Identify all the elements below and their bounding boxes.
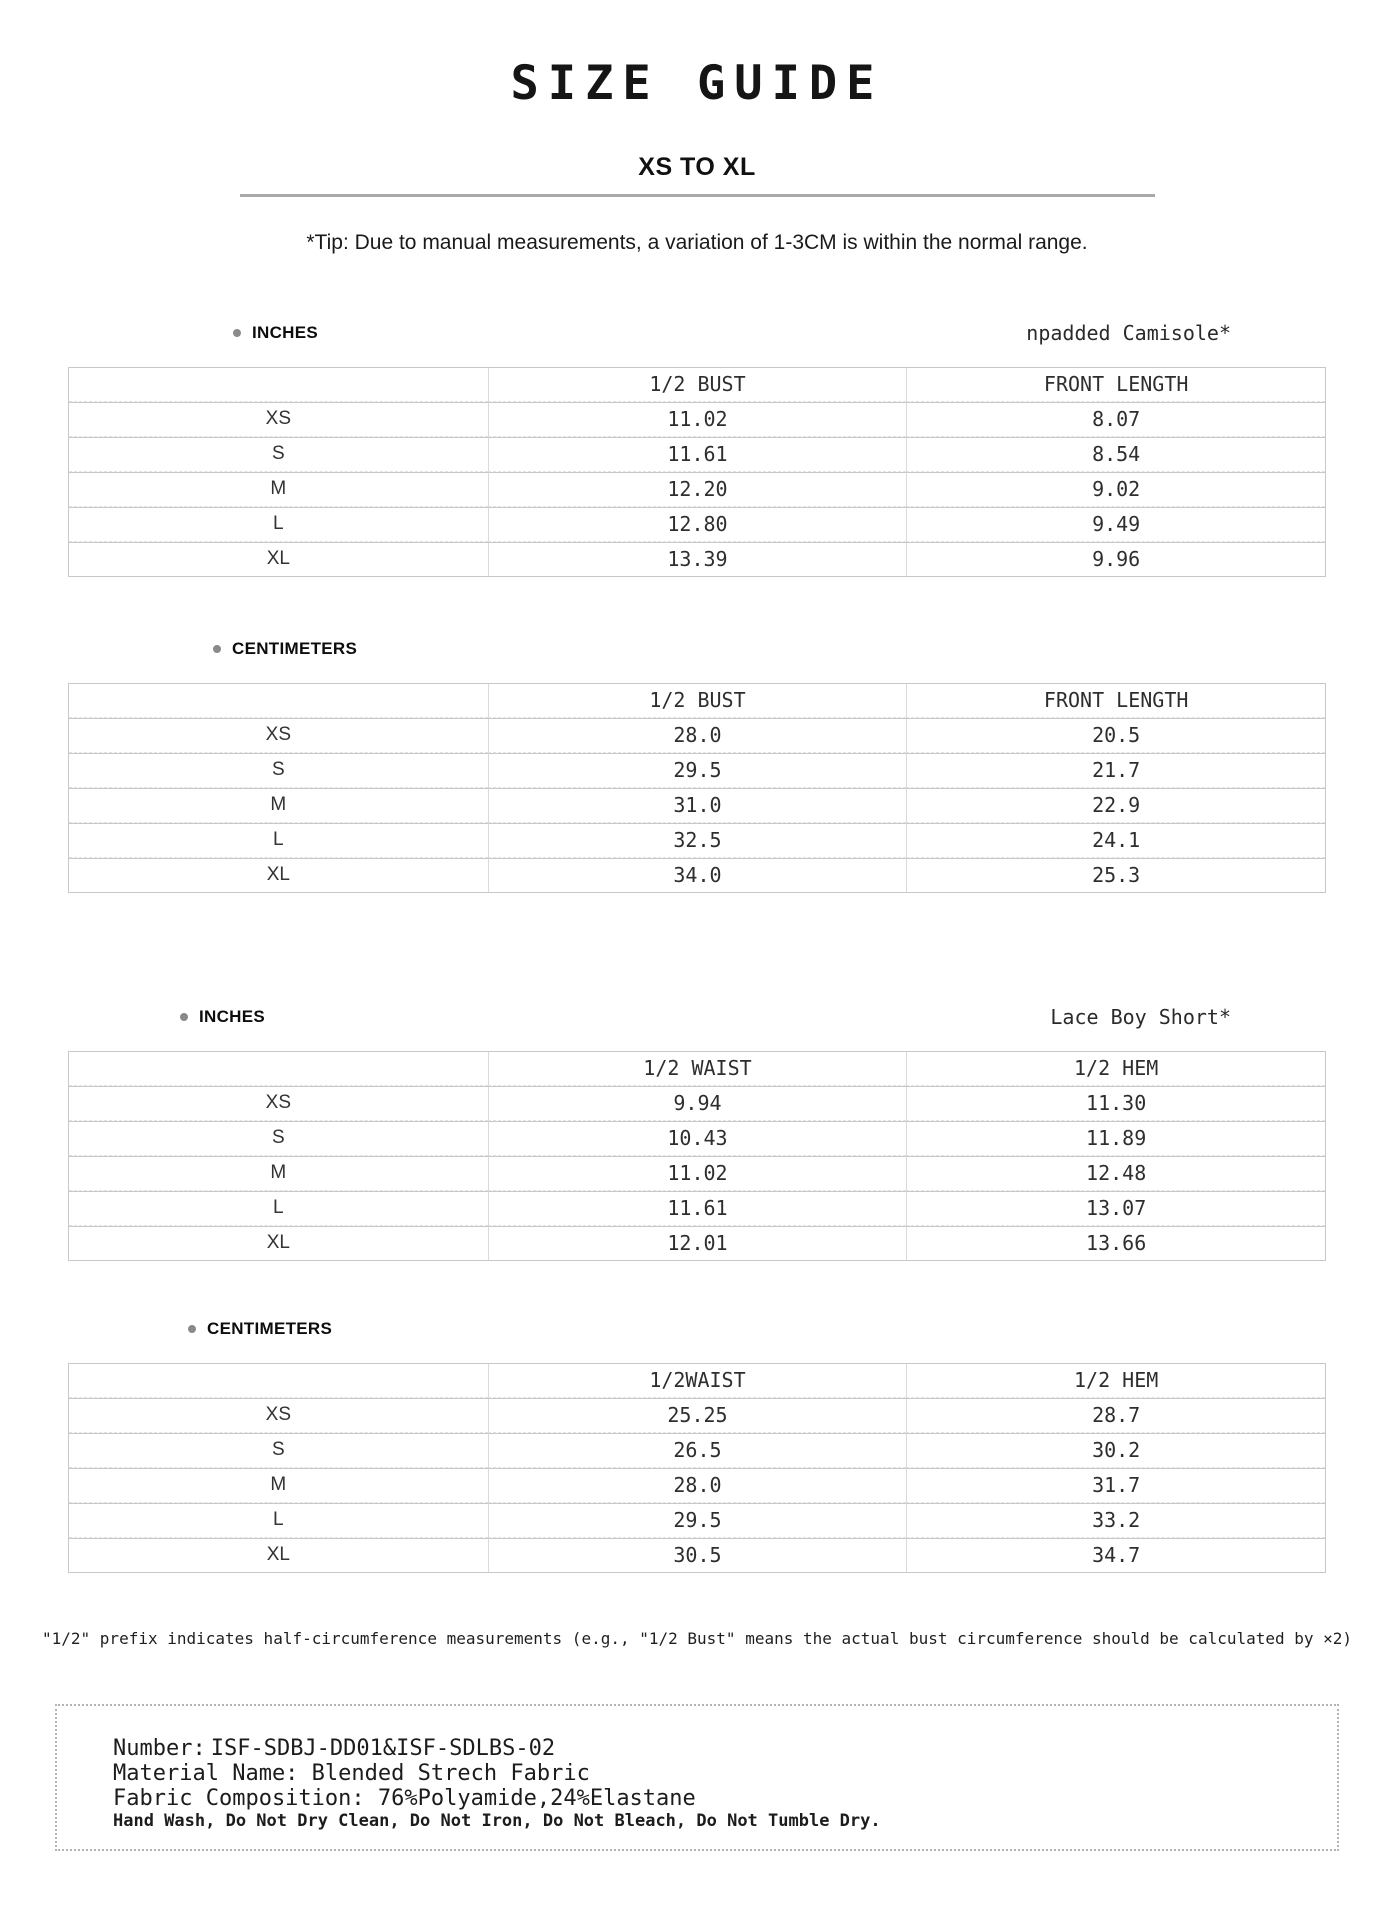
table-row	[69, 858, 1325, 892]
measurement-cell: 31.7	[906, 1468, 1325, 1503]
radio-bullet-icon	[188, 1325, 196, 1333]
fabric-composition-line: Fabric Composition: 76%Polyamide,24%Elastane	[113, 1786, 696, 1811]
size-table-camisole-inches	[68, 367, 1326, 577]
size-cell: S	[69, 1121, 488, 1156]
product-info-box	[55, 1704, 1339, 1851]
section-head-boyshort	[68, 1005, 1326, 1029]
column-header: 1/2 HEM	[906, 1364, 1325, 1398]
table-row	[69, 1433, 1325, 1468]
radio-bullet-icon	[213, 645, 221, 653]
size-table-boyshort-centimeters	[68, 1363, 1326, 1573]
header-row	[69, 1052, 1325, 1086]
column-header: 1/2 HEM	[906, 1052, 1325, 1086]
unit-label-centimeters	[188, 1319, 1326, 1339]
column-header	[69, 1364, 488, 1398]
size-cell: S	[69, 437, 488, 472]
radio-bullet-icon	[180, 1013, 188, 1021]
column-header: 1/2 BUST	[488, 684, 907, 718]
size-cell: L	[69, 823, 488, 858]
table-row	[69, 753, 1325, 788]
measurement-cell: 12.80	[488, 507, 907, 542]
column-header	[69, 1052, 488, 1086]
measurement-cell: 12.20	[488, 472, 907, 507]
measurement-cell: 29.5	[488, 1503, 907, 1538]
size-cell: XS	[69, 402, 488, 437]
size-cell: XL	[69, 1538, 488, 1572]
table-row	[69, 1538, 1325, 1572]
unit-label-inches	[233, 323, 318, 343]
unit-label-inches	[180, 1007, 265, 1027]
table-row	[69, 402, 1325, 437]
column-header: 1/2 WAIST	[488, 1052, 907, 1086]
measurement-cell: 9.94	[488, 1086, 907, 1121]
table-row	[69, 1468, 1325, 1503]
number-label: Number:	[113, 1736, 206, 1761]
measurement-cell: 28.0	[488, 718, 907, 753]
column-header: 1/2 BUST	[488, 368, 907, 402]
measurement-cell: 9.02	[906, 472, 1325, 507]
measurement-cell: 10.43	[488, 1121, 907, 1156]
column-header: FRONT LENGTH	[906, 368, 1325, 402]
size-cell: XL	[69, 1226, 488, 1260]
measurement-cell: 30.5	[488, 1538, 907, 1572]
care-instructions-line: Hand Wash, Do Not Dry Clean, Do Not Iron, Do Not Bleach, Do Not Tumble Dry.	[113, 1811, 881, 1831]
unit-label-text: CENTIMETERS	[232, 639, 358, 658]
size-cell: S	[69, 1433, 488, 1468]
table-row	[69, 788, 1325, 823]
divider-rule	[240, 194, 1155, 197]
measurement-cell: 8.54	[906, 437, 1325, 472]
unit-label-text: INCHES	[199, 1007, 266, 1026]
page-title: SIZE GUIDE	[510, 56, 884, 111]
table-row	[69, 437, 1325, 472]
material-name-line: Material Name: Blended Strech Fabric	[113, 1761, 590, 1786]
table-row	[69, 507, 1325, 542]
measurement-cell: 21.7	[906, 753, 1325, 788]
unit-label-centimeters	[213, 639, 1326, 659]
section-head-camisole	[68, 321, 1326, 345]
header-row	[69, 1364, 1325, 1398]
measurement-cell: 9.96	[906, 542, 1325, 576]
column-header: 1/2WAIST	[488, 1364, 907, 1398]
measurement-cell: 12.01	[488, 1226, 907, 1260]
size-cell: M	[69, 788, 488, 823]
table-row	[69, 1191, 1325, 1226]
measurement-cell: 22.9	[906, 788, 1325, 823]
size-cell: L	[69, 507, 488, 542]
table-row	[69, 1226, 1325, 1260]
measurement-cell: 25.25	[488, 1398, 907, 1433]
size-cell: XS	[69, 718, 488, 753]
half-measurement-footnote: "1/2" prefix indicates half-circumference measurements (e.g., "1/2 Bust" means the actual bust circumference should be calculated by ×2)	[42, 1629, 1353, 1648]
measurement-cell: 9.49	[906, 507, 1325, 542]
measurement-cell: 11.02	[488, 1156, 907, 1191]
measurement-cell: 34.0	[488, 858, 907, 892]
product-title-boyshort: Lace Boy Short*	[1050, 1005, 1231, 1029]
table-row	[69, 542, 1325, 576]
table-row	[69, 1503, 1325, 1538]
measurement-cell: 28.7	[906, 1398, 1325, 1433]
size-cell: XS	[69, 1086, 488, 1121]
table-row	[69, 472, 1325, 507]
header-row	[69, 368, 1325, 402]
size-cell: M	[69, 1156, 488, 1191]
measurement-cell: 24.1	[906, 823, 1325, 858]
measurement-cell: 11.61	[488, 1191, 907, 1226]
size-cell: M	[69, 1468, 488, 1503]
unit-label-text: CENTIMETERS	[207, 1319, 333, 1338]
unit-label-text: INCHES	[252, 323, 319, 342]
measurement-cell: 12.48	[906, 1156, 1325, 1191]
size-table-camisole-centimeters	[68, 683, 1326, 893]
measurement-cell: 8.07	[906, 402, 1325, 437]
measurement-cell: 20.5	[906, 718, 1325, 753]
table-row	[69, 1156, 1325, 1191]
size-table-boyshort-inches	[68, 1051, 1326, 1261]
size-range-subtitle: XS TO XL	[638, 153, 756, 181]
measurement-cell: 26.5	[488, 1433, 907, 1468]
measurement-cell: 11.89	[906, 1121, 1325, 1156]
size-cell: S	[69, 753, 488, 788]
column-header	[69, 684, 488, 718]
measurement-cell: 13.66	[906, 1226, 1325, 1260]
content-area	[68, 321, 1326, 1573]
number-value: ISF-SDBJ-DD01&ISF-SDLBS-02	[210, 1736, 556, 1761]
product-number-line	[113, 1736, 1317, 1761]
measurement-cell: 34.7	[906, 1538, 1325, 1572]
size-cell: XL	[69, 858, 488, 892]
table-row	[69, 1121, 1325, 1156]
measurement-cell: 11.30	[906, 1086, 1325, 1121]
size-cell: L	[69, 1191, 488, 1226]
measurement-cell: 11.02	[488, 402, 907, 437]
size-cell: XL	[69, 542, 488, 576]
table-row	[69, 718, 1325, 753]
measurement-cell: 13.39	[488, 542, 907, 576]
measurement-cell: 31.0	[488, 788, 907, 823]
product-title-camisole: npadded Camisole*	[1026, 321, 1231, 345]
table-row	[69, 1398, 1325, 1433]
size-cell: L	[69, 1503, 488, 1538]
table-row	[69, 1086, 1325, 1121]
tip-text: *Tip: Due to manual measurements, a variation of 1-3CM is within the normal range.	[306, 231, 1088, 254]
measurement-cell: 28.0	[488, 1468, 907, 1503]
measurement-cell: 29.5	[488, 753, 907, 788]
radio-bullet-icon	[233, 329, 241, 337]
measurement-cell: 11.61	[488, 437, 907, 472]
size-cell: M	[69, 472, 488, 507]
measurement-cell: 25.3	[906, 858, 1325, 892]
measurement-cell: 30.2	[906, 1433, 1325, 1468]
column-header: FRONT LENGTH	[906, 684, 1325, 718]
table-row	[69, 823, 1325, 858]
header-row	[69, 684, 1325, 718]
measurement-cell: 13.07	[906, 1191, 1325, 1226]
measurement-cell: 32.5	[488, 823, 907, 858]
size-cell: XS	[69, 1398, 488, 1433]
column-header	[69, 368, 488, 402]
measurement-cell: 33.2	[906, 1503, 1325, 1538]
